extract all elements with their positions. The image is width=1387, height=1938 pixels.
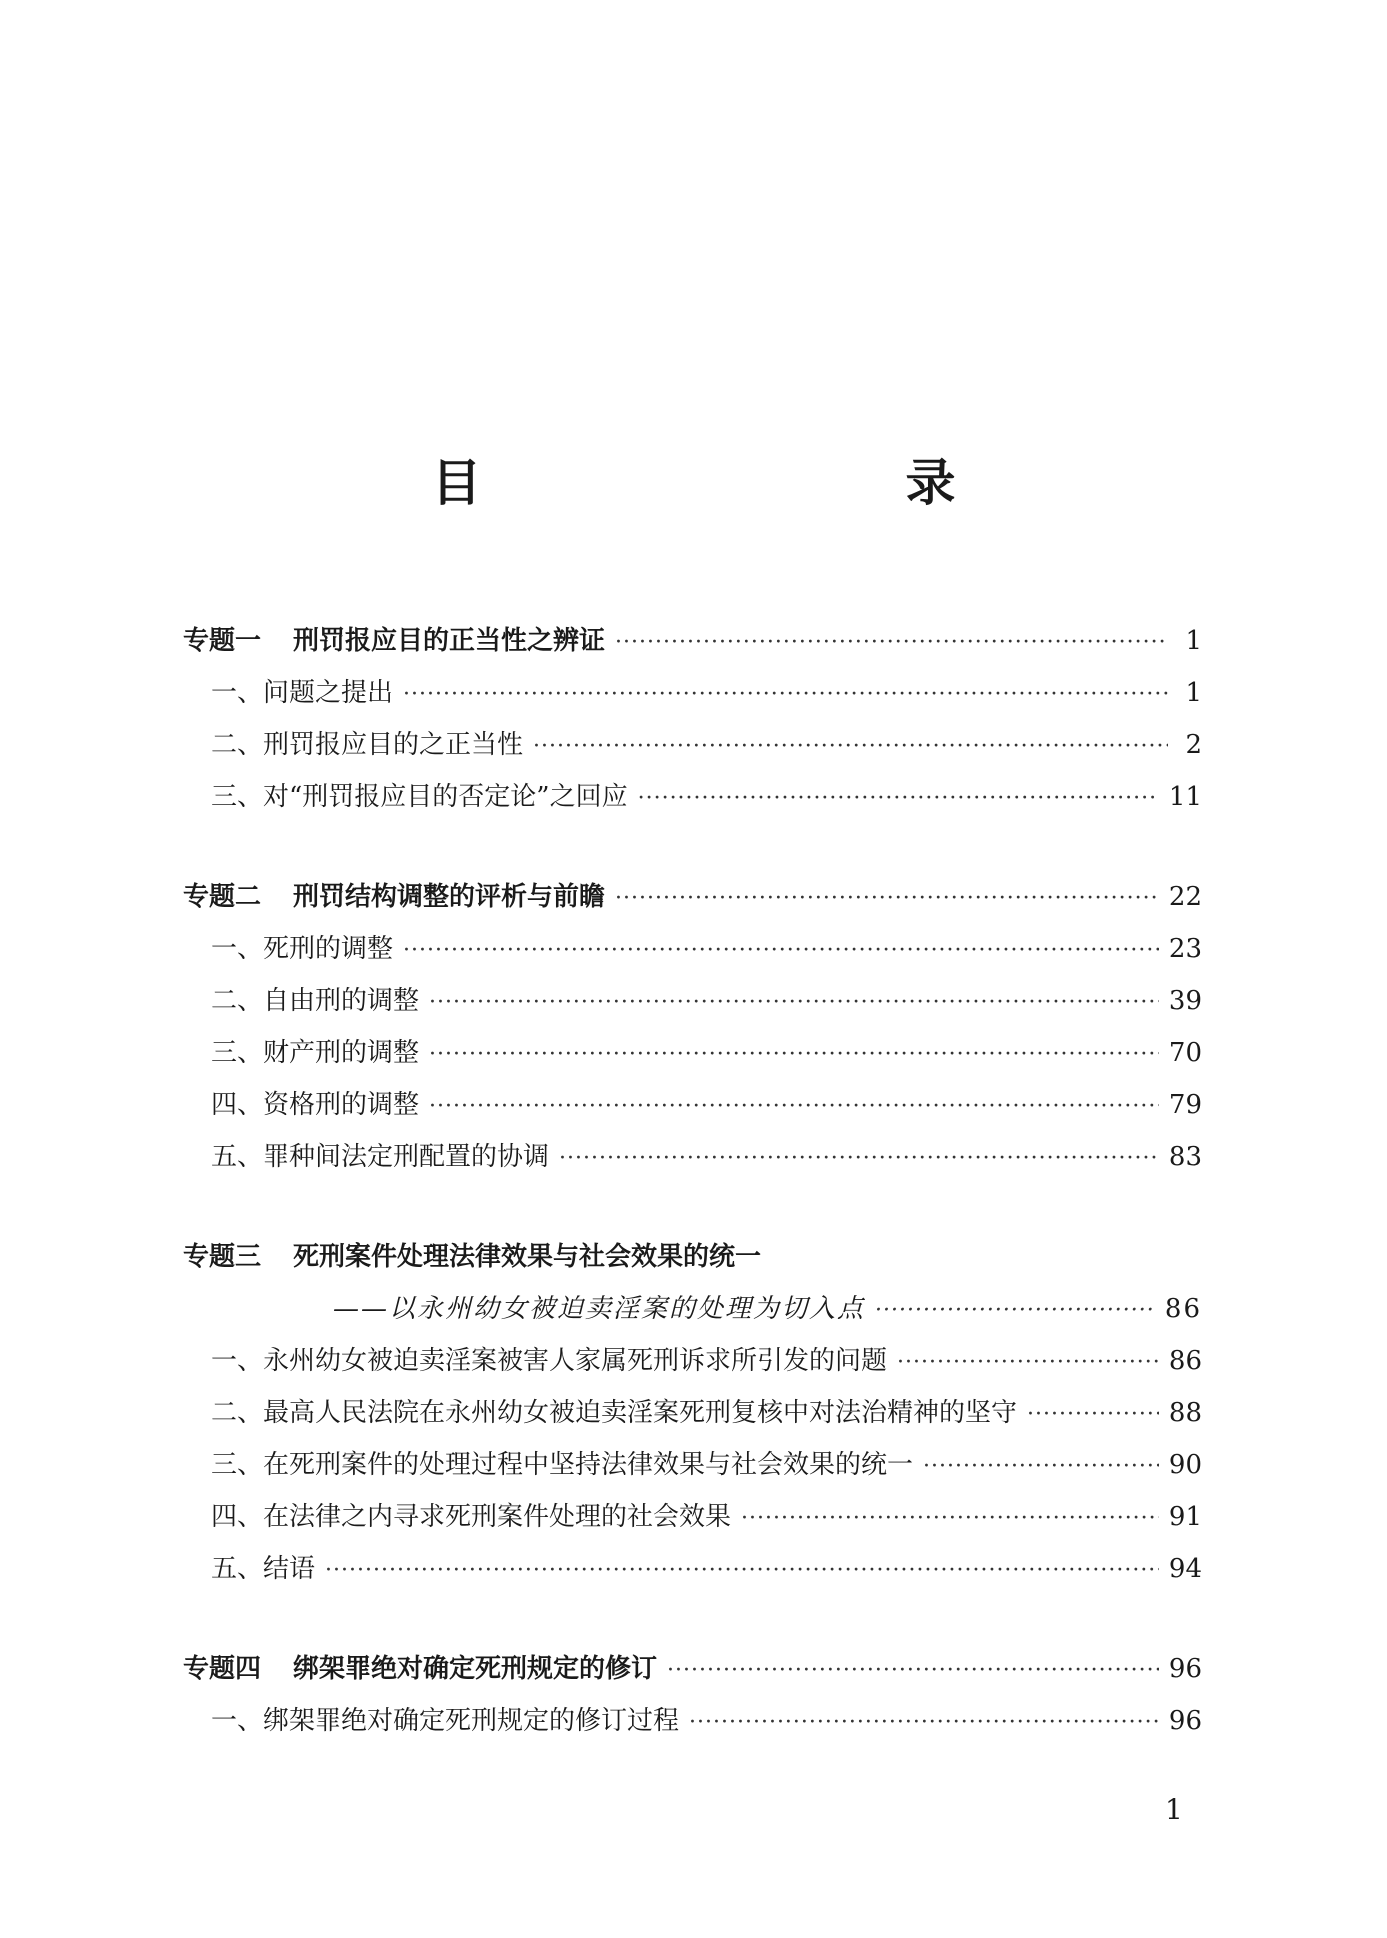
page-number: 11 — [1168, 782, 1202, 812]
toc-section-3 — [183, 1231, 1202, 1595]
entry-title: 三、财产刑的调整 — [211, 1038, 420, 1068]
toc-entry[interactable] — [183, 1131, 1202, 1183]
topic-label: 专题三 — [183, 1242, 262, 1272]
page-number: 96 — [1168, 1654, 1202, 1684]
dot-leader — [325, 1545, 1159, 1597]
topic-title: 刑罚报应目的正当性之辨证 — [293, 626, 606, 656]
dot-leader — [403, 925, 1159, 977]
entry-title: 五、罪种间法定刑配置的协调 — [211, 1142, 550, 1172]
topic-label: 专题四 — [183, 1654, 262, 1684]
toc-entry[interactable] — [183, 975, 1202, 1027]
dot-leader — [923, 1441, 1159, 1493]
topic-label: 专题一 — [183, 626, 262, 656]
toc-entry[interactable] — [183, 1439, 1202, 1491]
page-number: 39 — [1168, 986, 1202, 1016]
dot-leader — [403, 669, 1168, 721]
toc-entry[interactable] — [183, 719, 1202, 771]
dot-leader — [897, 1337, 1159, 1389]
toc-heading[interactable] — [183, 615, 1202, 667]
page-number: 23 — [1168, 934, 1202, 964]
entry-title: 一、绑架罪绝对确定死刑规定的修订过程 — [211, 1706, 680, 1736]
page-number: 90 — [1168, 1450, 1202, 1480]
toc-entry[interactable] — [183, 667, 1202, 719]
entry-title: 一、永州幼女被迫卖淫案被害人家属死刑诉求所引发的问题 — [211, 1346, 888, 1376]
toc-heading[interactable] — [183, 1231, 1202, 1283]
page-number: 2 — [1185, 730, 1202, 760]
dot-leader — [667, 1645, 1159, 1697]
dot-leader — [533, 721, 1168, 773]
dot-leader — [741, 1493, 1159, 1545]
toc-section-4 — [183, 1643, 1202, 1747]
toc-entry[interactable] — [183, 1335, 1202, 1387]
entry-title: 二、最高人民法院在永州幼女被迫卖淫案死刑复核中对法治精神的坚守 — [211, 1398, 1018, 1428]
page-number: 1 — [1185, 678, 1202, 708]
page-number: 1 — [1185, 626, 1202, 656]
dot-leader — [429, 1029, 1159, 1081]
page-number: 94 — [1168, 1554, 1202, 1584]
toc-entry[interactable] — [183, 1695, 1202, 1747]
dot-leader — [615, 617, 1168, 669]
toc-heading[interactable] — [183, 1643, 1202, 1695]
page-number: 83 — [1168, 1142, 1202, 1172]
page-number: 22 — [1168, 882, 1202, 912]
topic-title: 绑架罪绝对确定死刑规定的修订 — [293, 1654, 658, 1684]
toc-entry[interactable] — [183, 1543, 1202, 1595]
dot-leader — [615, 873, 1159, 925]
page-number: 91 — [1168, 1502, 1202, 1532]
dot-leader — [638, 773, 1159, 825]
page-number: 70 — [1168, 1038, 1202, 1068]
dot-leader — [1027, 1389, 1159, 1441]
page-number: 79 — [1168, 1090, 1202, 1120]
toc-entry[interactable] — [183, 1491, 1202, 1543]
entry-title: 三、在死刑案件的处理过程中坚持法律效果与社会效果的统一 — [211, 1450, 914, 1480]
page-number: 86 — [1168, 1346, 1202, 1376]
toc-section-1 — [183, 615, 1202, 823]
entry-title: 一、死刑的调整 — [211, 934, 394, 964]
topic-subtitle: ——以永州幼女被迫卖淫案的处理为切入点 — [333, 1294, 866, 1324]
page-number: 96 — [1168, 1706, 1202, 1736]
entry-title: 五、结语 — [211, 1554, 316, 1584]
dot-leader — [559, 1133, 1159, 1185]
toc-entry[interactable] — [183, 923, 1202, 975]
footer-page-number: 1 — [1165, 1793, 1183, 1826]
toc-entry[interactable] — [183, 1079, 1202, 1131]
entry-title: 四、在法律之内寻求死刑案件处理的社会效果 — [211, 1502, 732, 1532]
dot-leader — [429, 1081, 1159, 1133]
page-number: 88 — [1168, 1398, 1202, 1428]
entry-title: 二、刑罚报应目的之正当性 — [211, 730, 524, 760]
toc-section-2 — [183, 871, 1202, 1183]
dot-leader — [875, 1285, 1155, 1337]
entry-title: 二、自由刑的调整 — [211, 986, 420, 1016]
toc-heading[interactable] — [183, 871, 1202, 923]
dot-leader — [429, 977, 1159, 1029]
table-of-contents — [183, 615, 1202, 1795]
page-number: 86 — [1164, 1294, 1202, 1324]
toc-subtitle[interactable] — [183, 1283, 1202, 1335]
toc-entry[interactable] — [183, 1027, 1202, 1079]
dot-leader — [689, 1697, 1159, 1749]
entry-title: 四、资格刑的调整 — [211, 1090, 420, 1120]
topic-title: 刑罚结构调整的评析与前瞻 — [293, 882, 606, 912]
entry-title: 三、对“刑罚报应目的否定论”之回应 — [211, 782, 628, 812]
toc-entry[interactable] — [183, 1387, 1202, 1439]
topic-title: 死刑案件处理法律效果与社会效果的统一 — [293, 1242, 762, 1272]
page-title: 目 录 — [431, 453, 1064, 512]
entry-title: 一、问题之提出 — [211, 678, 394, 708]
topic-label: 专题二 — [183, 882, 262, 912]
toc-entry[interactable] — [183, 771, 1202, 823]
